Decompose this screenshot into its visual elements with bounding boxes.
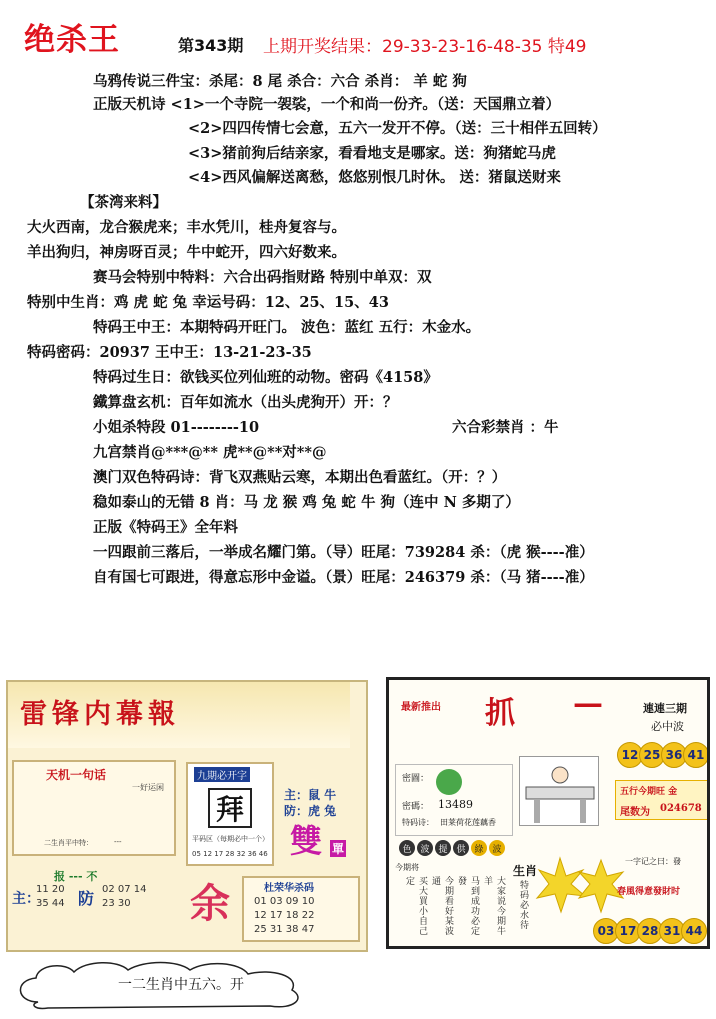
mima-value: 13489 [438, 798, 473, 811]
tianji-sub: 一好运闲 [132, 783, 164, 792]
yizi-label: 一字记之曰：發 [625, 857, 681, 866]
ball-bottom: 44 [681, 918, 707, 944]
line-birthday: 特码过生日：欲钱买位列仙班的动物。密码《4158》 [93, 369, 438, 386]
weishu-value: 024678 [660, 803, 702, 814]
bottom-nums-b: 35 44 [36, 898, 65, 909]
ping-nums: 05 12 17 28 32 36 46 [192, 850, 268, 858]
vertical-text: 今期看好某波通 [430, 876, 453, 936]
shengxiao-label: 生肖 [513, 864, 538, 878]
wuxing-box [615, 780, 709, 820]
ball-top: 41 [683, 742, 709, 768]
shuang-char: 雙 [290, 822, 323, 860]
mitu-image [436, 769, 462, 795]
ball-top: 12 [617, 742, 643, 768]
dan-char: 單 [332, 842, 345, 856]
miyu-label: 密圖： [402, 774, 430, 784]
line-nine-palace: 九宫禁肖@***@** 虎**@**对**@ [93, 444, 327, 461]
ball-bottom: 17 [615, 918, 641, 944]
line-poem-3: <3>猪前狗后结亲家，看看地支是哪家。送：狗猪蛇马虎 [188, 145, 556, 162]
ping-label: 平码区（每期必中一个） [192, 835, 269, 843]
jiu-title: 九期必开字 [194, 767, 250, 782]
du-title: 杜荣华杀码 [264, 883, 314, 894]
bose-char: 綠 [471, 840, 487, 856]
line-poem-1: 正版天机诗 <1>一个寺院一袈裟，一个和尚一份齐。（送：天国鼎立着） [93, 96, 561, 113]
line-abacus: 鐵算盘玄机：百年如流水（出头虎狗开）开：？ [93, 394, 398, 411]
tema-value: 田莱荷花莲藕香 [440, 818, 496, 827]
tema-label: 特码诗： [402, 818, 434, 827]
last-result: 上期开奖结果：29-33-23-16-48-35 特49 [263, 37, 587, 57]
line-fire-southwest: 大火西南，龙合猴虎来；丰水凭川，桂舟复容与。 [27, 219, 346, 236]
vertical-text: 买大買小自己定 [404, 876, 427, 936]
issue-number: 第343期 [178, 36, 244, 55]
mid-label: 报 --- 不 [54, 870, 98, 883]
ball-bottom: 31 [659, 918, 685, 944]
fang2-nums-a: 02 07 14 [102, 884, 147, 895]
ball-bottom: 28 [637, 918, 663, 944]
bi-label: 必中波 [651, 720, 684, 733]
bottom-nums-a: 11 20 [36, 884, 65, 895]
line-tail-1: 一四跟前三落后，一举成名耀门第。（导）旺尾：739284 杀：（虎 猴----准） [93, 544, 594, 561]
lian-label: 連連三期 [643, 702, 687, 715]
mitu-box [395, 764, 513, 836]
illustration-svg [520, 757, 600, 827]
zhua-char-2: — [573, 686, 603, 721]
tianji-box [12, 760, 176, 856]
bose-char: 供 [453, 840, 469, 856]
line-poem-4: <4>西风偏解送离愁，悠悠别恨几时休。 送：猪鼠送财来 [188, 169, 561, 186]
pingte-sep: --- [114, 838, 122, 846]
ball-top: 25 [639, 742, 665, 768]
du-row: 01 03 09 10 [254, 896, 315, 907]
line-horse-club: 赛马会特别中特料：六合出码指财路 特别中单双：双 [93, 269, 432, 286]
cloud-caption: 一二生肖中五六。开 [118, 977, 244, 993]
big-char: 拜 [215, 793, 244, 826]
poster-leifeng [6, 680, 368, 952]
zhua-char: 抓 [485, 696, 515, 731]
bose-char: 色 [399, 840, 415, 856]
jinqi-label: 今期将 [395, 863, 419, 872]
ball-bottom: 03 [593, 918, 619, 944]
fang2-nums-b: 23 30 [102, 898, 131, 909]
zhu-label: 主：鼠 牛 [284, 788, 337, 802]
line-macau-poem: 澳门双色特码诗：背飞双燕贴云寒，本期出色看蓝红。（开：？） [93, 469, 507, 486]
big-char-box [208, 788, 252, 828]
new-label: 最新推出 [401, 702, 441, 713]
line-annual: 正版《特码王》全年料 [93, 519, 238, 536]
du-box [242, 876, 360, 942]
big-red-char: 余 [190, 880, 230, 927]
bottom-zhu: 主： [12, 891, 40, 907]
illustration [519, 756, 599, 826]
poster-zhua [386, 677, 710, 949]
vertical-text: 大家说今期牛羊 [482, 876, 505, 936]
line-poem-2: <2>四四传情七会意，五六一发开不停。（送：三十相伴五回转） [188, 120, 607, 137]
bose-char: 波 [489, 840, 505, 856]
weishu-label: 尾数为 [620, 807, 650, 818]
ball-top: 36 [661, 742, 687, 768]
bose-char: 提 [435, 840, 451, 856]
bose-row [399, 840, 505, 856]
logo-title: 绝杀王 [24, 22, 120, 58]
tema-bi-text: 特码必水待 [518, 880, 528, 930]
pingte-label: 二生肖平中特： [44, 839, 93, 847]
section-heading-chawan: 【茶湾来料】 [80, 194, 167, 211]
line-eight-zodiac: 稳如泰山的无错 8 肖：马 龙 猴 鸡 兔 蛇 牛 狗（连中 N 多期了） [93, 494, 520, 511]
line-tail-2: 自有国七可跟进，得意忘形中金谥。（景）旺尾：246379 杀：（马 猪----准） [93, 569, 594, 586]
vertical-text: 马到成功必定發 [456, 876, 479, 936]
line-raven-treasures: 乌鸦传说三件宝：杀尾：8 尾 杀合：六合 杀肖： 羊 蛇 狗 [93, 73, 467, 90]
wuxing-label: 五行今期旺 金 [620, 787, 678, 797]
line-kill-segment: 小姐杀特段 01--------10 [93, 419, 260, 436]
line-special-zodiac: 特别中生肖：鸡 虎 蛇 兔 幸运号码：12、25、15、43 [27, 294, 389, 311]
tianji-title: 天机一句话 [46, 768, 107, 782]
bose-char: 波 [417, 840, 433, 856]
du-row: 25 31 38 47 [254, 924, 315, 935]
mima-label: 密碼： [402, 802, 430, 812]
bottom-fang: 防 [78, 889, 95, 908]
poster-title: 雷锋内幕報 [20, 699, 180, 730]
line-special-password: 特码密码：20937 王中王：13-21-23-35 [27, 344, 312, 361]
line-sheep-dog: 羊出狗归，神房呀百灵；牛中蛇开，四六好数来。 [27, 244, 346, 261]
jiu-box [186, 762, 274, 866]
du-row: 12 17 18 22 [254, 910, 315, 921]
line-forbidden-zodiac: 六合彩禁肖 ：牛 [452, 419, 559, 436]
chunfeng-label: 春風得意發財时 [617, 887, 681, 897]
starburst-icon [535, 856, 625, 916]
fang-label: 防：虎 兔 [284, 804, 337, 818]
line-king-of-kings: 特码王中王：本期特码开旺门。 波色：蓝红 五行：木金水。 [93, 319, 481, 336]
